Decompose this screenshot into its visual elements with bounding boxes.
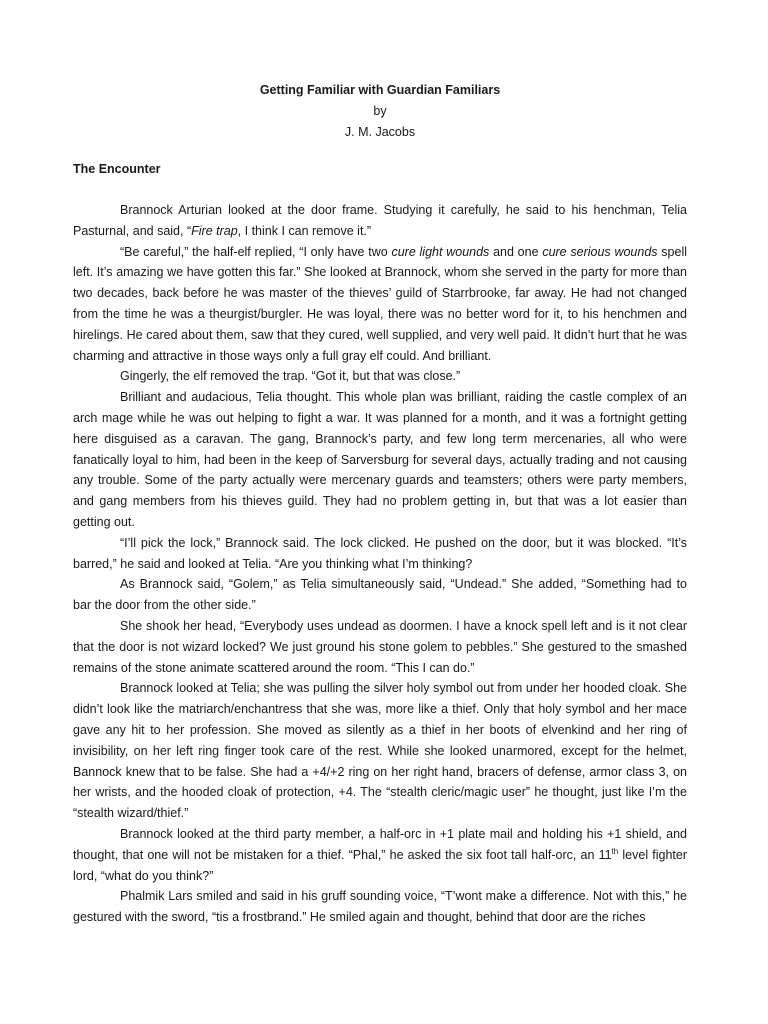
- paragraph: Brannock looked at Telia; she was pulling the silver holy symbol out from under her hooded cloak. She didn’t look like the matriarch/enchantress that she was, more like a thief. Only that holy symbol and her mace gave any hit to her profession. She moved as silently as a thief in her boots of elvenkind and her ring of invisibility, on her left ring finger took care of the rest. While she looked unarmored, except for the helmet, Bannock knew that to be false. She had a +4/+2 ring on her right hand, bracers of defense, armor class 3, on her wrists, and the hooded cloak of protection, +4. The “stealth cleric/magic user” he thought, just like I’m the “stealth wizard/thief.”: [73, 681, 687, 821]
- title-block: [73, 80, 687, 143]
- italic-phrase: cure serious wounds: [542, 244, 658, 259]
- author-name: J. M. Jacobs: [344, 125, 416, 139]
- byline-by: by: [373, 104, 387, 118]
- paragraph: She shook her head, “Everybody uses undead as doormen. I have a knock spell left and is it not clear that the door is not wizard locked? We just ground his stone golem to pebbles.” She gestured to the smashed remains of the stone animate scattered around the room. “This I can do.”: [73, 618, 687, 675]
- paragraph: As Brannock said, “Golem,” as Telia simultaneously said, “Undead.” She added, “Something had to bar the door from the other side.”: [73, 577, 687, 613]
- document-title: Getting Familiar with Guardian Familiars: [259, 83, 501, 97]
- paragraph: Phalmik Lars smiled and said in his gruff sounding voice, “T’wont make a difference. Not with this,” he gestured with the sword, “tis a frostbrand.” He smiled again and thought, behind that door are the riches: [73, 889, 687, 925]
- section-heading: The Encounter: [73, 162, 161, 176]
- document-body: [73, 200, 687, 928]
- paragraph: “Be careful,” the half-elf replied, “I only have two cure light wounds and one cure serious wounds spell left. It’s amazing we have gotten this far.” She looked at Brannock, whom she served in the party for more than two decades, back before he was master of the thieves’ guild of Starrbrooke, far away. He had not changed from the time he was a theurgist/burgler. He was loyal, there was no better word for it, to his henchmen and hirelings. He cared about them, saw that they cured, well supplied, and very well paid. It didn’t hurt that he was charming and attractive in those ways only a full gray elf could. And brilliant.: [73, 244, 687, 363]
- paragraph: Brilliant and audacious, Telia thought. This whole plan was brilliant, raiding the castle complex of an arch mage while he was out helping to fight a war. It was planned for a month, and it was a fortnight getting here disguised as a caravan. The gang, Brannock’s party, and few long term mercenaries, all who were fanatically loyal to him, had been in the keep of Sarversburg for several days, actually trading and not causing any trouble. Some of the party actually were mercenary guards and teamsters; others were party members, and gang members from his thieves guild. They had no problem getting in, but that was a lot easier than getting out.: [73, 390, 687, 529]
- ordinal-suffix: th: [611, 846, 619, 856]
- italic-phrase: Fire trap: [191, 223, 238, 238]
- paragraph: “I’ll pick the lock,” Brannock said. The lock clicked. He pushed on the door, but it was blocked. “It’s barred,” he said and looked at Telia. “Are you thinking what I’m thinking?: [73, 535, 687, 571]
- italic-phrase: cure light wounds: [391, 244, 490, 259]
- paragraph: Gingerly, the elf removed the trap. “Got it, but that was close.”: [120, 369, 461, 384]
- paragraph: Brannock Arturian looked at the door frame. Studying it carefully, he said to his henchman, Telia Pasturnal, and said, “Fire trap, I think I can remove it.”: [73, 203, 687, 238]
- document-page: [73, 80, 687, 928]
- paragraph: Brannock looked at the third party member, a half-orc in +1 plate mail and holding his +1 shield, and thought, that one will not be mistaken for a thief. “Phal,” he asked the six foot tall half-orc, an 11th level fighter lord, “what do you think?”: [73, 826, 687, 883]
